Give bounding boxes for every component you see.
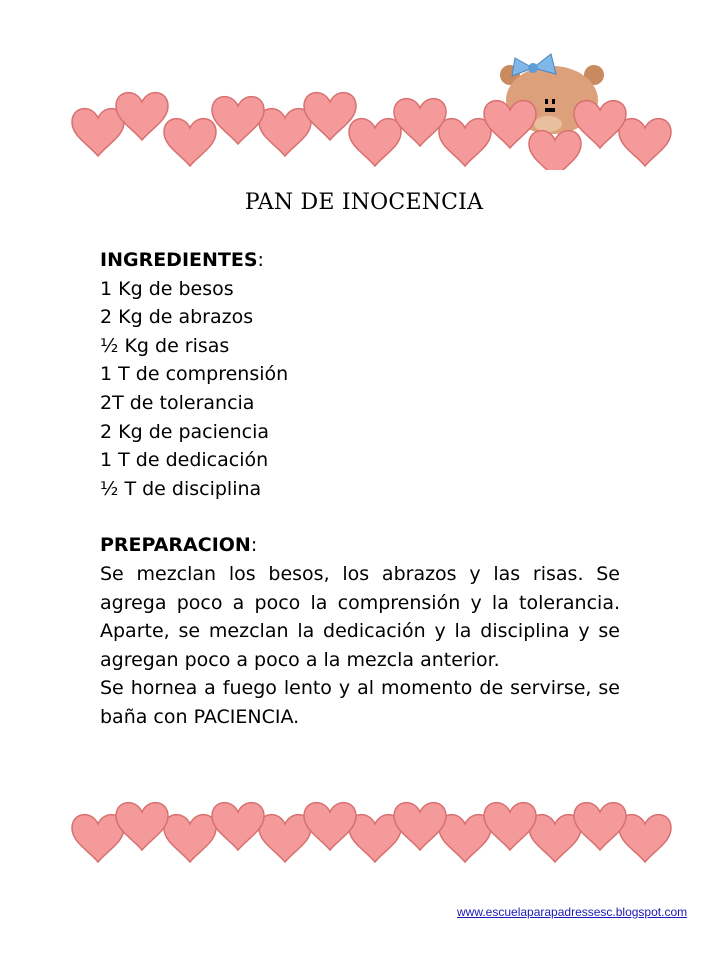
ingredient-item: 2 Kg de paciencia [100, 420, 270, 443]
preparation-paragraph: Se mezclan los besos, los abrazos y las risas. Se agrega poco a poco la comprensión y la tolerancia. Aparte, se mezclan la dedicación y la disciplina y se agregan poco a poco a la mezcla anterior. [100, 562, 620, 671]
preparation-paragraph: Se hornea a fuego lento y al momento de servirse, se baña con PACIENCIA. [100, 677, 620, 728]
ingredients-colon: : [257, 249, 264, 271]
heart-border-bottom-svg [0, 790, 728, 870]
ingredient-item: 1 T de dedicación [100, 449, 269, 472]
spacer [100, 503, 620, 531]
ingredients-heading: INGREDIENTES [100, 249, 258, 271]
bow-icon [512, 54, 556, 76]
ingredients-heading-line [100, 246, 620, 275]
ingredient-item: 1 Kg de besos [100, 277, 234, 300]
bottom-heart-border [0, 790, 728, 870]
ingredient-item: ½ Kg de risas [100, 334, 230, 357]
recipe-content [100, 246, 620, 732]
preparation-heading-line [100, 531, 620, 560]
heart-border-top-svg [0, 40, 728, 170]
top-heart-border [0, 40, 728, 170]
ingredient-item: 1 T de comprensión [100, 363, 289, 386]
footer-blog-link[interactable]: www.escuelaparapadressesc.blogspot.com [457, 905, 688, 919]
ingredient-item: ½ T de disciplina [100, 477, 262, 500]
page-title: PAN DE INOCENCIA [244, 190, 484, 215]
preparation-heading: PREPARACION [100, 534, 251, 557]
preparation-colon: : [250, 534, 258, 557]
ingredient-item: 2 Kg de abrazos [100, 306, 254, 329]
ingredient-item: 2T de tolerancia [100, 391, 255, 414]
